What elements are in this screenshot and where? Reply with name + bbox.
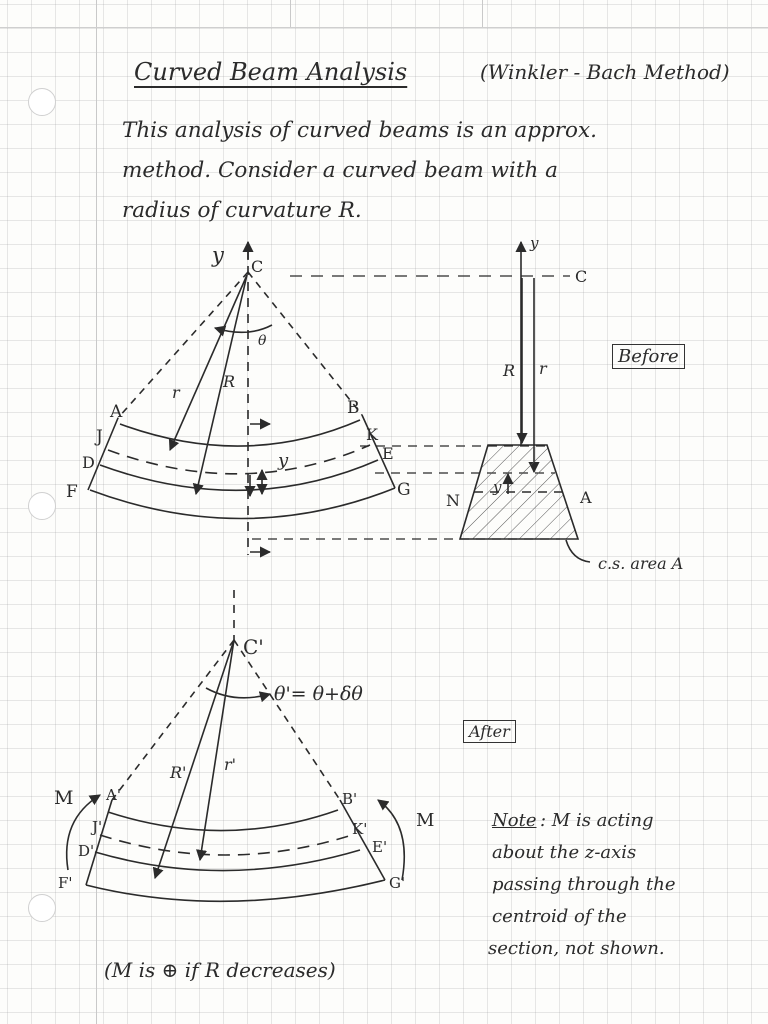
point-G-label: G [397, 480, 411, 500]
moment-label-right: M [416, 810, 435, 831]
after-arc-mid [95, 850, 360, 871]
after-radius-R [155, 640, 237, 878]
point-F-prime-label: F' [58, 874, 73, 892]
after-R-label: R' [170, 763, 187, 782]
before-arc-neutral [108, 445, 370, 474]
point-A-prime-label: A' [106, 786, 121, 804]
before-tag: Before [612, 344, 685, 369]
note-head: Note [492, 810, 537, 831]
before-arc-mid [100, 460, 378, 490]
after-arc-top [108, 810, 338, 831]
point-B-label: B [347, 398, 360, 418]
note-line-4: centroid of the [492, 906, 627, 927]
section-r-label: r [539, 359, 547, 378]
after-angle-label: θ'= θ+δθ [274, 683, 363, 705]
before-axis-y-label: y [212, 243, 224, 267]
intro-line-3: radius of curvature R. [122, 198, 362, 223]
section-area-label: c.s. area A [598, 554, 684, 573]
point-K-label: K [366, 425, 378, 444]
before-arc-bottom [90, 488, 395, 519]
after-arc-neutral [100, 835, 352, 855]
before-center-label: C [251, 257, 264, 276]
method-label: (Winkler - Bach Method) [480, 60, 730, 84]
after-r-label: r' [224, 755, 237, 774]
point-D-prime-label: D' [78, 842, 95, 860]
section-N-label: N [446, 491, 460, 510]
before-R-label: R [223, 372, 236, 391]
before-side-line-left [118, 272, 248, 418]
point-B-prime-label: B' [342, 790, 358, 808]
point-J-label: J [96, 427, 103, 447]
intro-line-1: This analysis of curved beams is an approx. [122, 118, 597, 143]
moment-label-left: M [54, 787, 74, 809]
section-area-leader [566, 540, 590, 562]
after-radius-r [200, 640, 237, 860]
before-angle-label: θ [258, 333, 267, 349]
point-K-prime-label: K' [352, 820, 368, 838]
note-line-3: passing through the [492, 874, 676, 895]
section-axis-y-label: y [530, 234, 539, 252]
after-beam [67, 590, 405, 901]
after-tag: After [463, 720, 516, 743]
before-radius-R [196, 275, 247, 494]
point-A-label: A [110, 402, 123, 422]
point-E-prime-label: E' [372, 838, 388, 856]
section-A-label: A [580, 488, 592, 507]
after-arc-bottom [86, 880, 385, 901]
intro-line-2: method. Consider a curved beam with a [122, 158, 558, 183]
point-J-prime-label: J' [92, 818, 103, 836]
section-center-label: C [575, 267, 588, 286]
before-radius-r [170, 275, 247, 450]
after-side-line-right [234, 640, 340, 800]
section-y-label: y [493, 478, 502, 496]
point-D-label: D [82, 453, 95, 472]
point-F-label: F [66, 482, 78, 502]
after-center-label: C' [243, 635, 264, 659]
sign-convention-note: (M is ⊕ if R decreases) [104, 958, 336, 982]
point-G-prime-label: G' [389, 874, 406, 892]
before-arc-top [120, 420, 360, 446]
page-title: Curved Beam Analysis [134, 58, 408, 86]
point-E-label: E [382, 444, 394, 463]
before-fiber-y-label: y [278, 450, 289, 471]
section-R-label: R [503, 361, 516, 380]
note-line-5: section, not shown. [488, 938, 665, 959]
cross-section [290, 242, 590, 562]
note-line-1: : M is acting [540, 810, 654, 831]
after-labels [54, 635, 434, 892]
before-r-label: r [172, 383, 180, 402]
note-line-2: about the z-axis [492, 842, 637, 863]
